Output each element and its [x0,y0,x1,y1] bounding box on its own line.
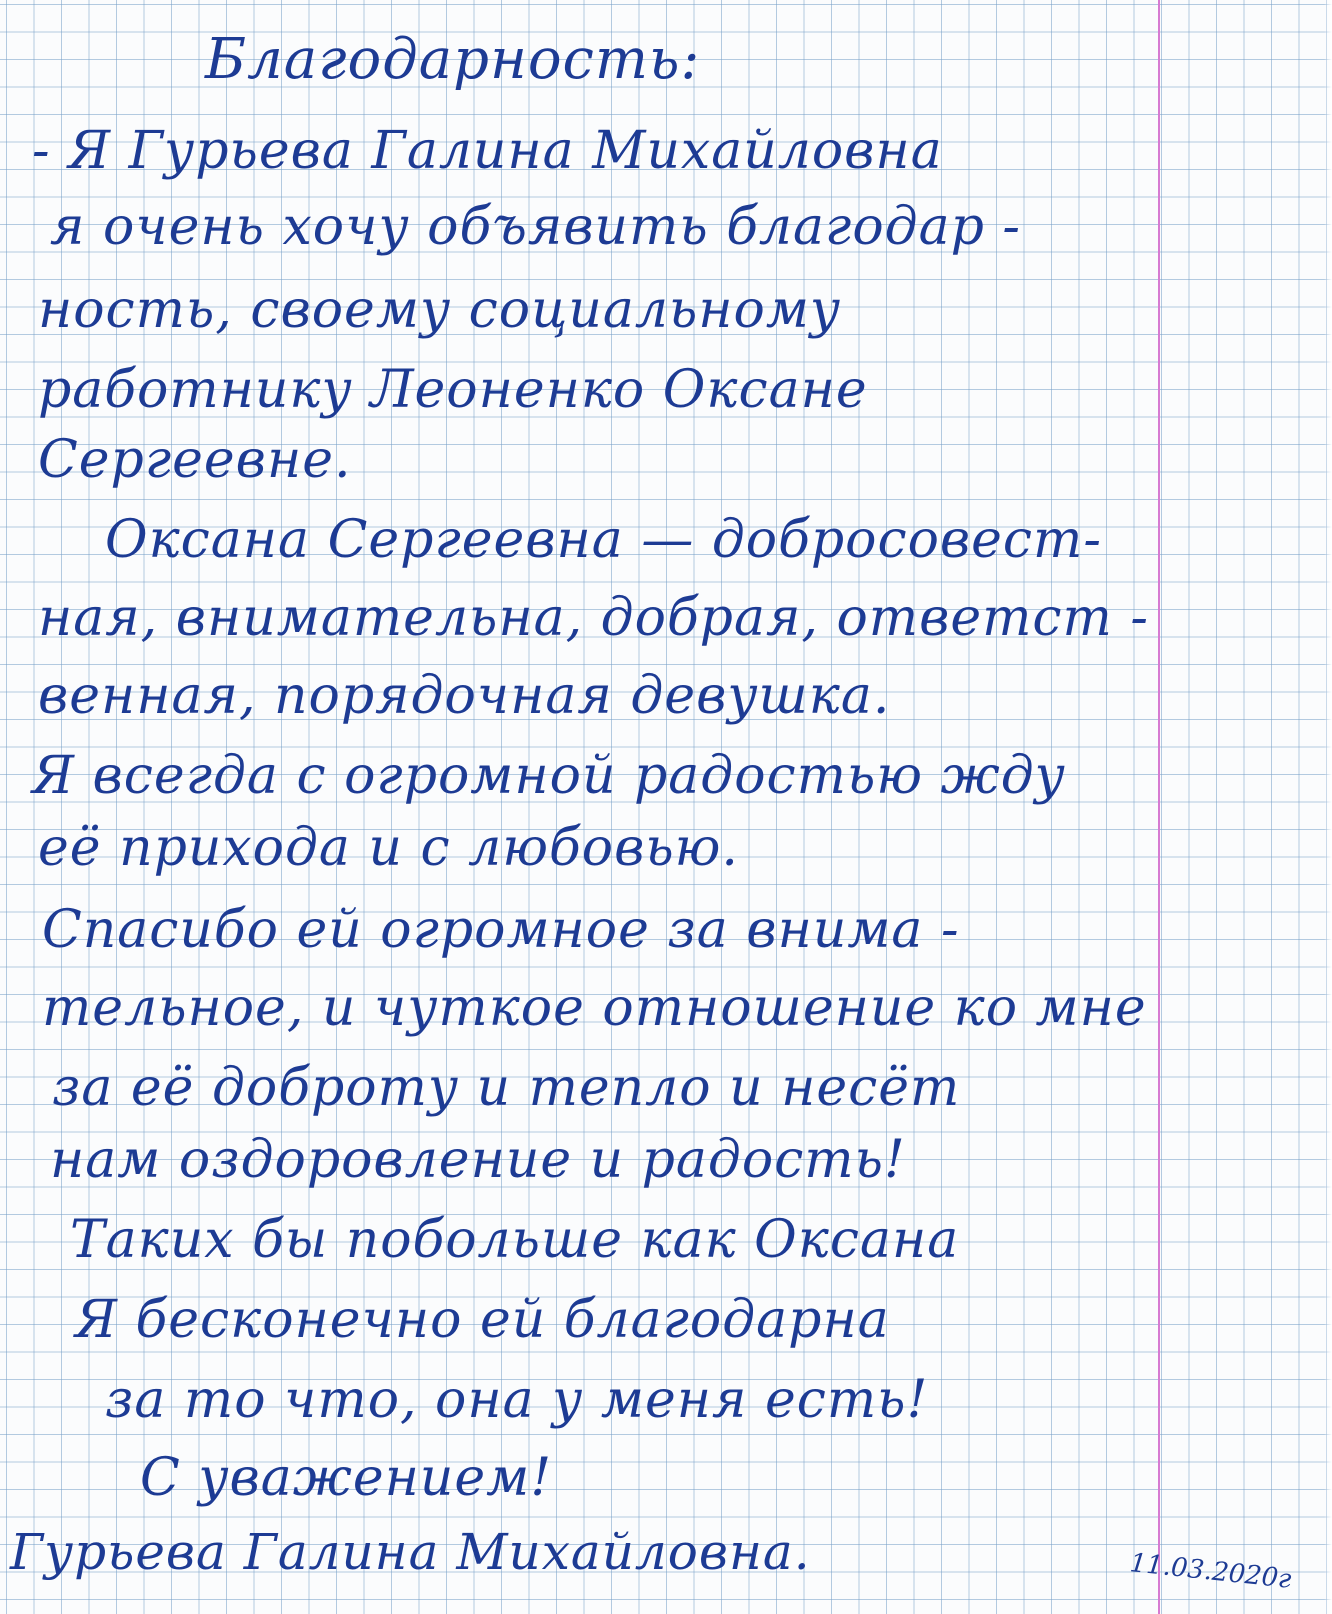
letter-line: ная, внимательна, добрая, ответст - [38,588,1149,648]
letter-line: работнику Леоненко Оксане [38,360,868,420]
letter-line: ность, своему социальному [38,280,842,340]
letter-line: Спасибо ей огромное за внима - [42,900,960,960]
signature-name: Гурьева Галина Михайловна. [10,1523,811,1581]
letter-line: Я бесконечно ей благодарна [75,1290,890,1350]
letter-line: её прихода и с любовью. [38,818,739,878]
letter-line: Я всегда с огромной радостью жду [32,746,1066,806]
letter-line: нам оздоровление и радость! [50,1130,906,1190]
letter-line: Таких бы побольше как Оксана [70,1210,960,1270]
letter-date: 11.03.2020г [1128,1548,1293,1595]
letter-line: - Я Гурьева Галина Михайловна [32,121,943,181]
closing-line: С уважением! [140,1448,553,1508]
letter-line: Оксана Сергеевна — добросовест- [105,510,1102,570]
letter-line: за то что, она у меня есть! [105,1370,929,1430]
letter-line: за её доброту и тепло и несёт [52,1058,961,1118]
letter-line: я очень хочу объявить благодар - [50,197,1021,257]
letter-line: венная, порядочная девушка. [38,666,891,726]
letter-line: Сергеевне. [38,430,352,490]
letter-line: тельное, и чуткое отношение ко мне [42,978,1147,1038]
letter-title: Благодарность: [205,27,701,92]
